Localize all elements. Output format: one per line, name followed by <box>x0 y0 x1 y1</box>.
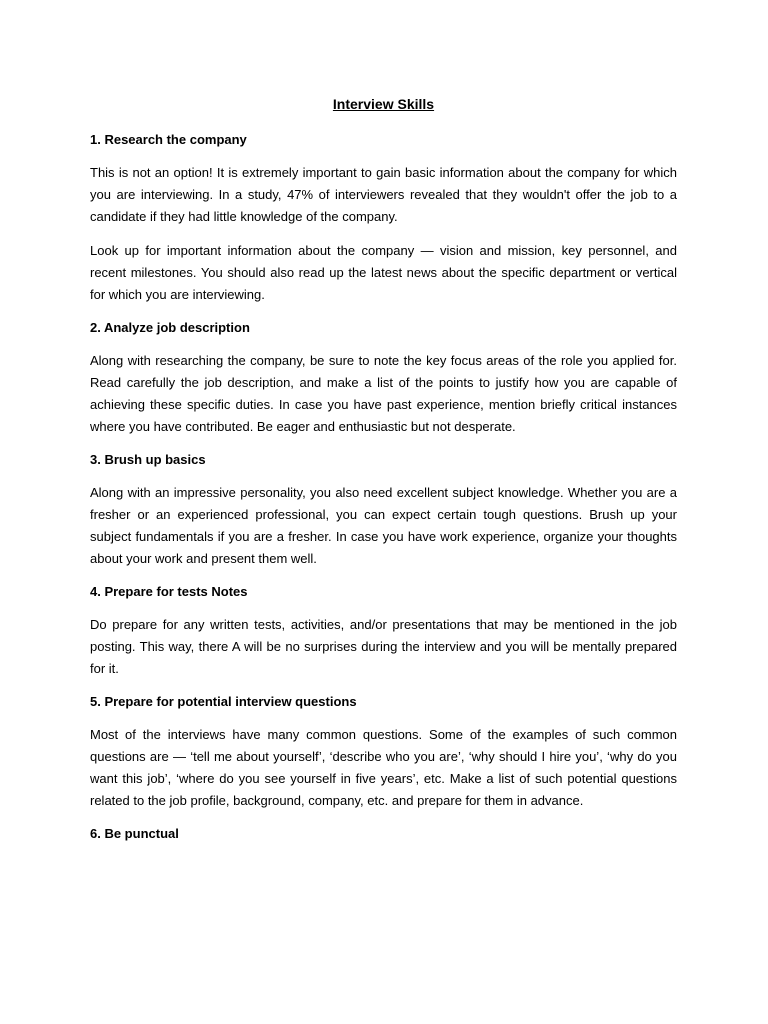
paragraph: Look up for important information about the company — vision and mission, key personnel, and recent milestones. You should also read up the latest news about the specific department or vertical for which you are interviewing. <box>90 243 677 302</box>
section-prepare-for-tests <box>90 582 677 680</box>
section-heading: 6. Be punctual <box>90 826 179 841</box>
section-brush-up-basics <box>90 450 677 570</box>
paragraph: Along with researching the company, be sure to note the key focus areas of the role you applied for. Read carefully the job description, and make a list of the points to justify how you are capable of achieving these specific duties. In case you have past experience, mention briefly critical instances where you have contributed. Be eager and enthusiastic but not desperate. <box>90 353 677 434</box>
section-be-punctual <box>90 824 677 844</box>
document-content <box>90 94 677 856</box>
document-title: Interview Skills <box>332 96 435 112</box>
section-heading: 3. Brush up basics <box>90 452 206 467</box>
section-heading: 1. Research the company <box>90 132 247 147</box>
paragraph: Along with an impressive personality, you also need excellent subject knowledge. Whether you are a fresher or an experienced professional, you can expect certain tough questions. Brush up your subject fundamentals if you are a fresher. In case you have work experience, organize your thoughts about your work and present them well. <box>90 485 677 566</box>
paragraph: Most of the interviews have many common questions. Some of the examples of such common questions are — ‘tell me about yourself’, ‘describe who you are’, ‘why should I hire you’, ‘why do you want this job’, ‘where do you see yourself in five years’, etc. Make a list of such potential questions related to the job profile, background, company, etc. and prepare for them in advance. <box>90 727 677 808</box>
section-analyze-job-description <box>90 318 677 438</box>
section-heading: 4. Prepare for tests Notes <box>90 584 248 599</box>
section-heading: 2. Analyze job description <box>90 320 250 335</box>
section-heading: 5. Prepare for potential interview questions <box>90 694 357 709</box>
section-research-company <box>90 130 677 306</box>
paragraph: This is not an option! It is extremely important to gain basic information about the company for which you are interviewing. In a study, 47% of interviewers revealed that they wouldn't offer the job to a candidate if they had little knowledge of the company. <box>90 165 677 224</box>
section-interview-questions <box>90 692 677 812</box>
paragraph: Do prepare for any written tests, activities, and/or presentations that may be mentioned in the job posting. This way, there A will be no surprises during the interview and you will be mentally prepared for it. <box>90 617 677 676</box>
